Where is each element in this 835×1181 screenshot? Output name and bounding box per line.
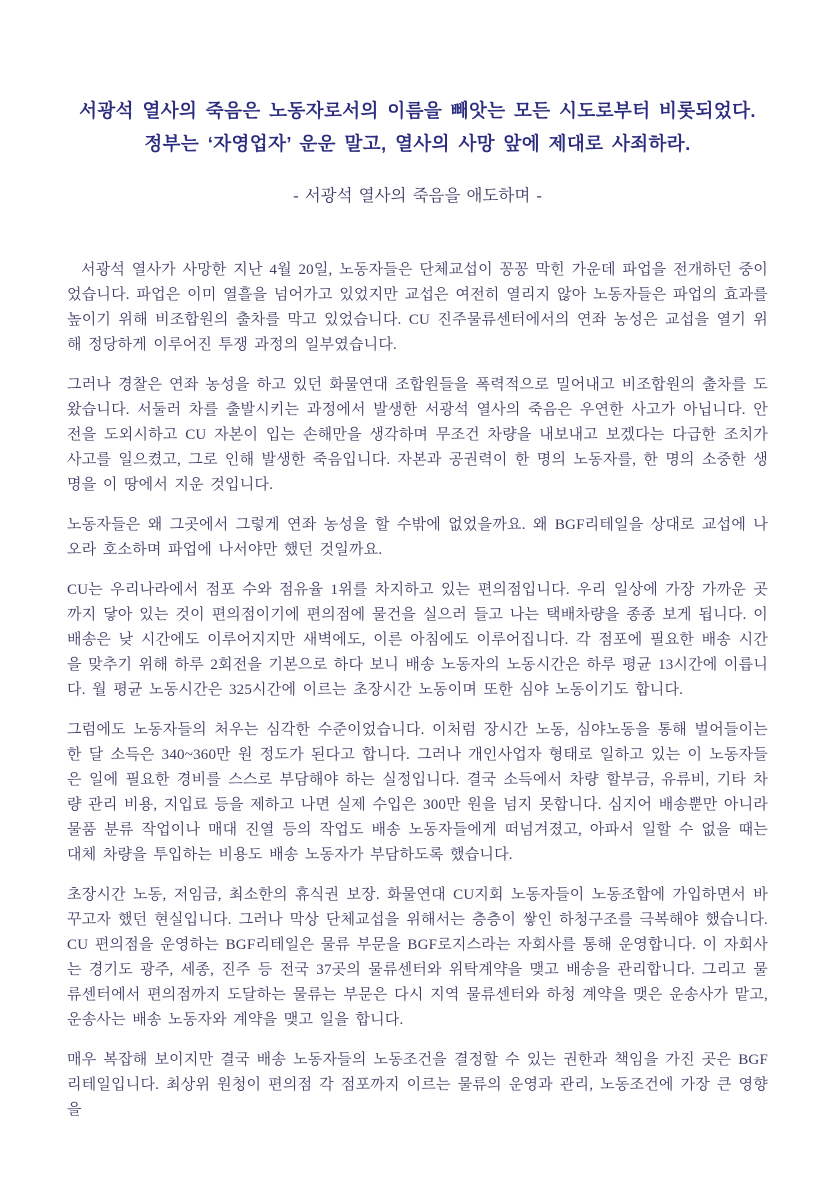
body-paragraph-2: 그러나 경찰은 연좌 농성을 하고 있던 화물연대 조합원들을 폭력적으로 밀어내고 비조합원의 출차를 도왔습니다. 서둘러 차를 출발시키는 과정에서 발생한 서광석 열사의 죽음은 우연한 사고가 아닙니다. 안전을 도외시하고 CU 자본이 입는 손해만을 생각하며 무조건 차량을 내보내고 보겠다는 다급한 조치가 사고를 일으켰고, 그로 인해 발생한 죽음입니다. 자본과 공권력이 한 명의 노동자를, 한 명의 소중한 생명을 이 땅에서 지운 것입니다. (67, 377, 768, 493)
body-paragraph-1: 서광석 열사가 사망한 지난 4월 20일, 노동자들은 단체교섭이 꽁꽁 막힌 가운데 파업을 전개하던 중이었습니다. 파업은 이미 열흘을 넘어가고 있었지만 교섭은 여전히 열리지 않아 노동자들은 파업의 효과를 높이기 위해 비조합원의 출차를 막고 있었습니다. CU 진주물류센터에서의 연좌 농성은 교섭을 열기 위해 정당하게 이루어진 투쟁 과정의 일부였습니다. (67, 262, 768, 353)
body-paragraph-4: CU는 우리나라에서 점포 수와 점유율 1위를 차지하고 있는 편의점입니다. 우리 일상에 가장 가까운 곳까지 닿아 있는 것이 편의점이기에 편의점에 물건을 실으러 들고 나는 택배차량을 종종 보게 됩니다. 이 배송은 낮 시간에도 이루어지지만 새벽에도, 이른 아침에도 이루어집니다. 각 점포에 필요한 배송 시간을 맞추기 위해 하루 2회전을 기본으로 하다 보니 배송 노동자의 노동시간은 하루 평균 13시간에 이릅니다. 월 평균 노동시간은 325시간에 이르는 초장시간 노동이며 또한 심야 노동이기도 합니다. (67, 582, 769, 698)
body-paragraph-7: 매우 복잡해 보이지만 결국 배송 노동자들의 노동조건을 결정할 수 있는 권한과 책임을 가진 곳은 BGF리테일입니다. 최상위 원청이 편의점 각 점포까지 이르는 물류의 운영과 관리, 노동조건에 가장 큰 영향을 (67, 1052, 768, 1118)
body-paragraph-3: 노동자들은 왜 그곳에서 그렇게 연좌 농성을 할 수밖에 없었을까요. 왜 BGF리테일을 상대로 교섭에 나오라 호소하며 파업에 나서야만 했던 것일까요. (67, 517, 768, 558)
body-paragraph-6: 초장시간 노동, 저임금, 최소한의 휴식권 보장. 화물연대 CU지회 노동자들이 노동조합에 가입하면서 바꾸고자 했던 현실입니다. 그러나 막상 단체교섭을 위해서는 층층이 쌓인 하청구조를 극복해야 했습니다. CU 편의점을 운영하는 BGF리테일은 물류 부문을 BGF로지스라는 자회사를 통해 운영합니다. 이 자회사는 경기도 광주, 세종, 진주 등 전국 37곳의 물류센터와 위탁계약을 맺고 배송을 관리합니다. 그리고 물류센터에서 편의점까지 도달하는 물류는 부문은 다시 지역 물류센터와 하청 계약을 맺은 운송사가 맡고, 운송사는 배송 노동자와 계약을 맺고 일을 합니다. (67, 887, 768, 1028)
document-subtitle: - 서광석 열사의 죽음을 애도하며 - (293, 186, 542, 205)
document-title-line-1: 서광석 열사의 죽음은 노동자로서의 이름을 빼앗는 모든 시도로부터 비롯되었다. (79, 100, 756, 121)
body-paragraph-5: 그럼에도 노동자들의 처우는 심각한 수준이었습니다. 이처럼 장시간 노동, 심야노동을 통해 벌어들이는 한 달 소득은 340~360만 원 정도가 된다고 합니다. 그러나 개인사업자 형태로 일하고 있는 이 노동자들은 일에 필요한 경비를 스스로 부담해야 하는 실정입니다. 결국 소득에서 차량 할부금, 유류비, 기타 차량 관리 비용, 지입료 등을 제하고 나면 실제 수입은 300만 원을 넘지 못합니다. 심지어 배송뿐만 아니라 물품 분류 작업이나 매대 진열 등의 작업도 배송 노동자들에게 떠넘겨졌고, 아파서 일할 수 없을 때는 대체 차량을 투입하는 비용도 배송 노동자가 부담하도록 했습니다. (67, 722, 768, 863)
document-title (67, 94, 768, 160)
document-title-line-2: 정부는 ‘자영업자’ 운운 말고, 열사의 사망 앞에 제대로 사죄하라. (144, 133, 691, 154)
document-body (67, 258, 768, 1123)
